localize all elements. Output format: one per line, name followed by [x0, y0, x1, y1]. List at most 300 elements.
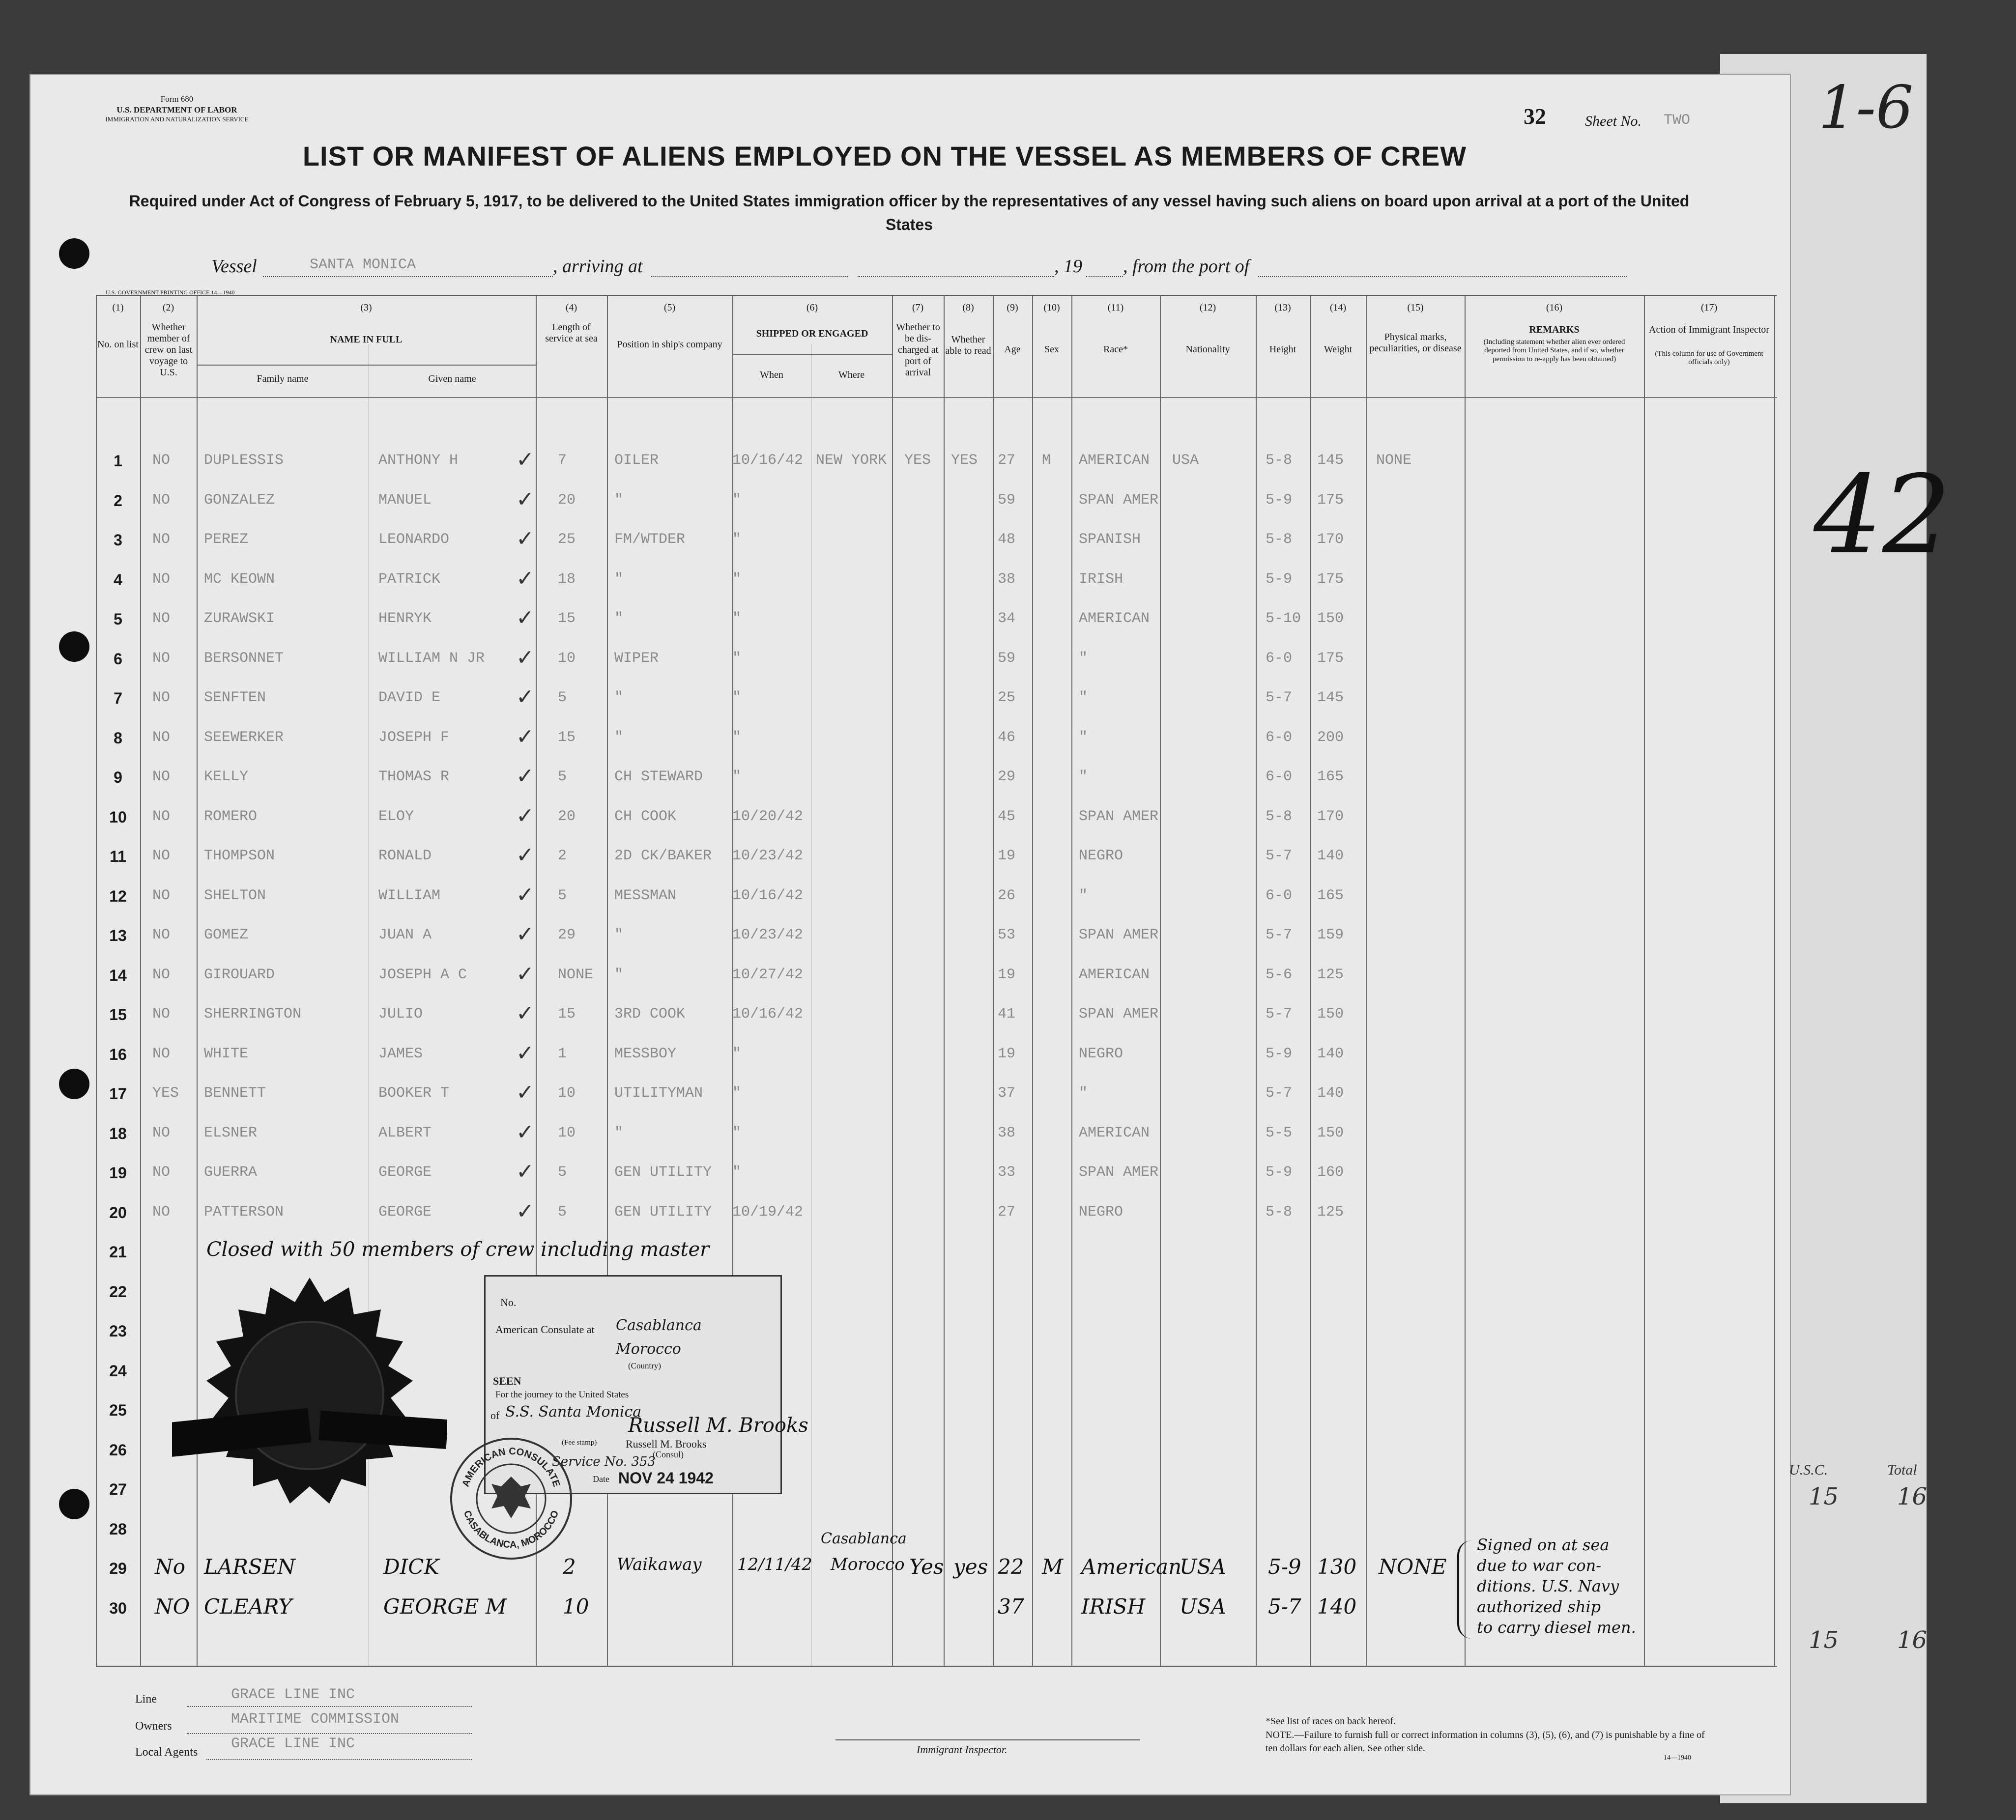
- hw-cell-sex: M: [1042, 1555, 1064, 1579]
- cell-service: 5: [558, 768, 567, 785]
- row-number: 12: [109, 887, 127, 905]
- colnum-15: (15): [1407, 302, 1424, 313]
- cell-age: 46: [998, 729, 1016, 746]
- tally-row1a: 15: [1809, 1483, 1839, 1510]
- check-icon: ✓: [516, 843, 534, 867]
- check-icon: ✓: [516, 764, 534, 788]
- colhead-name: NAME IN FULL: [330, 334, 403, 345]
- hw-cell-weight: 140: [1317, 1594, 1357, 1619]
- cell-given: THOMAS R: [378, 768, 450, 785]
- colhead-service: Length of service at sea: [545, 322, 598, 344]
- row-number: 9: [114, 768, 122, 786]
- cell-when: ": [732, 1085, 742, 1102]
- cell-when: ": [732, 491, 742, 509]
- colnum-8: (8): [962, 302, 974, 313]
- check-icon: ✓: [516, 685, 534, 709]
- inspector-label: Immigrant Inspector.: [917, 1743, 1008, 1756]
- check-icon: ✓: [516, 922, 534, 946]
- cell-family: GIROUARD: [204, 966, 275, 983]
- colhead-remarks: REMARKS: [1529, 324, 1580, 335]
- stamp-no-label: No.: [500, 1296, 517, 1308]
- footer-owners-label: Owners: [135, 1720, 172, 1733]
- cell-service: 5: [558, 689, 567, 706]
- cell-position: FM/WTDER: [614, 531, 686, 548]
- row-number: 18: [109, 1124, 127, 1142]
- cell-race: IRISH: [1079, 570, 1123, 588]
- colhead-remarks-note: (Including statement whether alien ever ordered deported from United States, and if so, whether permission to re-apply has been obtained): [1483, 338, 1625, 363]
- colhead-shipped: SHIPPED OR ENGAGED: [756, 328, 868, 339]
- cell-height: 5-10: [1266, 610, 1301, 627]
- cell-family: SENFTEN: [204, 689, 266, 706]
- cell-prev: NO: [152, 848, 171, 864]
- row-number: 14: [109, 966, 127, 984]
- cell-race: SPAN AMER: [1079, 1164, 1159, 1181]
- colhead-list-no: No. on list: [97, 339, 139, 350]
- check-icon: ✓: [516, 566, 534, 591]
- cell-position: 3RD COOK: [614, 1006, 686, 1023]
- cell-when: 10/16/42: [732, 887, 804, 904]
- department: U.S. DEPARTMENT OF LABOR: [116, 105, 237, 114]
- cell-weight: 170: [1317, 808, 1344, 825]
- cell-family: SHELTON: [204, 887, 266, 904]
- year-label: , 19: [1054, 256, 1082, 277]
- cell-age: 45: [998, 808, 1016, 825]
- cell-prev: YES: [152, 1085, 179, 1102]
- cell-family: PEREZ: [204, 531, 249, 548]
- port-underline: [1258, 276, 1627, 277]
- seal-bottom-text: CASABLANCA, MOROCCO: [461, 1509, 561, 1551]
- check-icon: ✓: [516, 724, 534, 749]
- row-number: 10: [109, 808, 127, 826]
- cell-family: PATTERSON: [204, 1203, 284, 1221]
- cell-service: 10: [558, 1124, 576, 1141]
- cell-service: 2: [558, 848, 567, 864]
- col-divider: [1774, 295, 1775, 1666]
- cell-sex: M: [1042, 452, 1051, 469]
- cell-service: 1: [558, 1045, 567, 1062]
- cell-family: SHERRINGTON: [204, 1006, 302, 1023]
- cell-when: 10/20/42: [732, 808, 804, 825]
- colhead-position: Position in ship's company: [617, 339, 722, 350]
- cell-when: ": [732, 531, 742, 548]
- cell-prev: NO: [152, 491, 171, 509]
- cell-given: DAVID E: [378, 689, 441, 706]
- cell-prev: NO: [152, 1164, 171, 1181]
- colhead-action-note: (This column for use of Government officials only): [1655, 350, 1763, 367]
- cell-race: ": [1079, 650, 1088, 667]
- cell-family: THOMPSON: [204, 848, 275, 864]
- stamp-country: Morocco: [616, 1340, 681, 1358]
- cell-weight: 125: [1317, 1203, 1344, 1221]
- cell-age: 59: [998, 491, 1016, 509]
- cell-height: 5-9: [1266, 491, 1293, 509]
- binder-hole: [59, 631, 89, 662]
- row-number: 27: [109, 1480, 127, 1498]
- seal-top-text: AMERICAN CONSULATE: [460, 1446, 562, 1488]
- cell-height: 5-7: [1266, 689, 1293, 706]
- check-icon: ✓: [516, 1120, 534, 1144]
- row-number: 2: [114, 491, 122, 510]
- remark-line: authorized ship: [1477, 1597, 1601, 1616]
- footer-agents-label: Local Agents: [135, 1746, 198, 1759]
- check-icon: ✓: [516, 1081, 534, 1105]
- eagle-icon: [491, 1477, 531, 1518]
- hw-cell-read: yes: [953, 1555, 988, 1579]
- colnum-6: (6): [806, 302, 818, 313]
- cell-race: AMERICAN: [1079, 1124, 1150, 1141]
- row-number: 11: [110, 848, 126, 865]
- colnum-10: (10): [1043, 302, 1060, 313]
- cell-family: GUERRA: [204, 1164, 258, 1181]
- cell-given: PATRICK: [378, 570, 441, 588]
- cell-age: 25: [998, 689, 1016, 706]
- cell-service: NONE: [558, 966, 594, 983]
- colnum-13: (13): [1274, 302, 1291, 313]
- cell-height: 5-8: [1266, 808, 1293, 825]
- cell-prev: NO: [152, 689, 171, 706]
- hw-cell-nationality: USA: [1180, 1594, 1226, 1619]
- cell-age: 26: [998, 887, 1016, 904]
- cell-prev: NO: [152, 610, 171, 627]
- cell-position: MESSBOY: [614, 1045, 677, 1062]
- cell-position: ": [614, 570, 624, 588]
- cell-family: KELLY: [204, 768, 249, 785]
- cell-age: 34: [998, 610, 1016, 627]
- cell-when: ": [732, 689, 742, 706]
- cell-given: HENRYK: [378, 610, 432, 627]
- remarks-bracket: [1457, 1540, 1474, 1639]
- hw-cell-height: 5-9: [1268, 1555, 1301, 1579]
- footer-owners-rule: [187, 1733, 472, 1734]
- hw-cell-position: Waikaway: [617, 1555, 702, 1574]
- header-bottom-border: [96, 397, 1777, 398]
- cell-height: 5-6: [1266, 966, 1293, 983]
- col-divider: [944, 295, 945, 1666]
- cell-given: JOSEPH F: [378, 729, 450, 746]
- row-number: 8: [114, 729, 122, 747]
- check-icon: ✓: [516, 882, 534, 907]
- vessel-underline: [263, 276, 553, 277]
- cell-race: SPAN AMER: [1079, 491, 1159, 509]
- cell-when: 10/16/42: [732, 452, 804, 469]
- tally-row1b: 16: [1897, 1483, 1928, 1510]
- cell-given: ELOY: [378, 808, 414, 825]
- cell-weight: 150: [1317, 610, 1344, 627]
- cell-prev: NO: [152, 729, 171, 746]
- cell-race: AMERICAN: [1079, 452, 1150, 469]
- cell-position: CH COOK: [614, 808, 677, 825]
- cell-age: 19: [998, 1045, 1016, 1062]
- cell-race: SPAN AMER: [1079, 1006, 1159, 1023]
- stamp-date: NOV 24 1942: [618, 1469, 714, 1487]
- row-number: 13: [109, 927, 127, 944]
- cell-service: 15: [558, 610, 576, 627]
- cell-race: ": [1079, 887, 1088, 904]
- row-number: 29: [109, 1560, 127, 1577]
- colhead-prev-voyage: Whether member of crew on last voyage to U.S.: [144, 322, 193, 378]
- cell-weight: 145: [1317, 689, 1344, 706]
- colhead-given: Given name: [428, 373, 476, 384]
- colnum-9: (9): [1007, 302, 1018, 313]
- stamp-journey: For the journey to the United States: [495, 1390, 629, 1400]
- cell-when: ": [732, 1164, 742, 1181]
- cell-family: ZURAWSKI: [204, 610, 275, 627]
- cell-prev: NO: [152, 1006, 171, 1023]
- hw-cell-marks: NONE: [1379, 1555, 1447, 1579]
- row-number: 16: [109, 1045, 127, 1063]
- footer-line-value: GRACE LINE INC: [231, 1686, 355, 1703]
- check-icon: ✓: [516, 1160, 534, 1184]
- row-number: 24: [109, 1362, 127, 1380]
- colnum-17: (17): [1700, 302, 1718, 313]
- row-number: 22: [109, 1282, 127, 1301]
- vessel-name: SANTA MONICA: [310, 256, 416, 273]
- binder-hole: [59, 238, 89, 269]
- cell-weight: 160: [1317, 1164, 1344, 1181]
- cell-height: 5-8: [1266, 531, 1293, 548]
- stamp-consulate-label: American Consulate at: [495, 1323, 595, 1336]
- vessel-label: Vessel: [211, 256, 257, 277]
- cell-marks: NONE: [1376, 452, 1412, 469]
- cell-age: 27: [998, 452, 1016, 469]
- cell-service: 15: [558, 1006, 576, 1023]
- cell-given: BOOKER T: [378, 1085, 450, 1102]
- cell-race: ": [1079, 1085, 1088, 1102]
- cell-read: YES: [951, 452, 978, 469]
- cell-race: AMERICAN: [1079, 966, 1150, 983]
- cell-position: ": [614, 927, 624, 943]
- stamp-consul-title: (Consul): [653, 1450, 684, 1459]
- colnum-7: (7): [912, 302, 924, 313]
- hw-cell-where-above: Casablanca: [821, 1530, 907, 1547]
- table-top-border: [96, 295, 1777, 296]
- cell-race: ": [1079, 729, 1088, 746]
- stamp-fee-label: (Fee stamp): [562, 1439, 597, 1447]
- cell-position: ": [614, 610, 624, 627]
- cell-position: ": [614, 689, 624, 706]
- stamp-ship: S.S. Santa Monica: [505, 1403, 642, 1421]
- check-icon: ✓: [516, 527, 534, 551]
- binder-hole: [59, 1489, 89, 1519]
- col-divider: [1644, 295, 1645, 1666]
- cell-when: 10/23/42: [732, 848, 804, 864]
- hw-cell-height: 5-7: [1268, 1594, 1301, 1619]
- hw-cell-age: 37: [998, 1594, 1024, 1619]
- cell-prev: NO: [152, 570, 171, 588]
- row-number: 5: [114, 610, 122, 628]
- cell-when: ": [732, 1124, 742, 1141]
- cell-given: JOSEPH A C: [378, 966, 467, 983]
- cell-nationality: USA: [1172, 452, 1199, 469]
- cell-weight: 159: [1317, 927, 1344, 943]
- col-divider: [1071, 295, 1072, 1666]
- colnum-1: (1): [112, 302, 124, 313]
- shipped-subheader-rule: [732, 354, 892, 355]
- row-number: 7: [114, 689, 122, 707]
- cell-position: GEN UTILITY: [614, 1203, 712, 1221]
- check-icon: ✓: [516, 448, 534, 472]
- row-number: 25: [109, 1401, 127, 1419]
- colhead-nationality: Nationality: [1185, 344, 1230, 355]
- hw-cell-race: American: [1081, 1555, 1182, 1579]
- cell-family: MC KEOWN: [204, 570, 275, 588]
- cell-race: NEGRO: [1079, 1045, 1123, 1062]
- cell-age: 38: [998, 1124, 1016, 1141]
- cell-service: 5: [558, 1203, 567, 1221]
- cell-race: SPANISH: [1079, 531, 1141, 548]
- cell-height: 6-0: [1266, 729, 1293, 746]
- binder-hole: [59, 1069, 89, 1099]
- hw-cell-family: CLEARY: [204, 1594, 292, 1619]
- cell-service: 20: [558, 491, 576, 509]
- consulate-seal: [447, 1435, 575, 1563]
- cell-service: 5: [558, 1164, 567, 1181]
- cell-prev: NO: [152, 887, 171, 904]
- check-icon: ✓: [516, 803, 534, 828]
- row-number: 20: [109, 1203, 127, 1222]
- cell-age: 41: [998, 1006, 1016, 1023]
- cell-weight: 140: [1317, 1085, 1344, 1102]
- row-number: 4: [114, 570, 122, 589]
- cell-weight: 165: [1317, 887, 1344, 904]
- cell-when: 10/27/42: [732, 966, 804, 983]
- cell-weight: 125: [1317, 966, 1344, 983]
- cell-weight: 175: [1317, 491, 1344, 509]
- colnum-12: (12): [1199, 302, 1216, 313]
- row-number: 17: [109, 1085, 127, 1103]
- cell-when: ": [732, 768, 742, 785]
- form-number: Form 680: [160, 94, 194, 104]
- cell-height: 5-9: [1266, 1045, 1293, 1062]
- colnum-2: (2): [162, 302, 174, 313]
- col-divider: [1366, 295, 1367, 1666]
- cell-prev: NO: [152, 650, 171, 667]
- cell-height: 5-5: [1266, 1124, 1293, 1141]
- hw-cell-service: 2: [563, 1555, 576, 1579]
- row-number: 1: [114, 452, 122, 470]
- cell-prev: NO: [152, 1203, 171, 1221]
- stamp-seen: SEEN: [493, 1375, 521, 1387]
- cell-family: GONZALEZ: [204, 491, 275, 509]
- tally-col1: U.S.C.: [1789, 1462, 1828, 1478]
- tally-row2b: 16: [1897, 1626, 1928, 1654]
- date-underline: [858, 276, 1054, 277]
- check-icon: ✓: [516, 962, 534, 986]
- cell-height: 5-7: [1266, 927, 1293, 943]
- port-label: , from the port of: [1123, 256, 1250, 277]
- cell-prev: NO: [152, 531, 171, 548]
- check-icon: ✓: [516, 487, 534, 512]
- cell-family: SEEWERKER: [204, 729, 284, 746]
- cell-given: ANTHONY H: [378, 452, 459, 469]
- inspector-rule: [835, 1739, 1140, 1740]
- cell-race: AMERICAN: [1079, 610, 1150, 627]
- print-code: 14—1940: [1664, 1754, 1691, 1762]
- colhead-when: When: [760, 370, 783, 380]
- stamp-of-label: of: [490, 1409, 500, 1422]
- name-subheader-rule: [197, 365, 536, 366]
- stamp-country-label: (Country): [628, 1361, 662, 1370]
- cell-prev: NO: [152, 808, 171, 825]
- col-divider: [1465, 295, 1466, 1666]
- cell-given: WILLIAM N JR: [378, 650, 485, 667]
- cell-given: JAMES: [378, 1045, 423, 1062]
- cell-family: DUPLESSIS: [204, 452, 284, 469]
- colhead-action: Action of Immigrant Inspector: [1649, 324, 1769, 335]
- margin-number: 42: [1814, 452, 1951, 578]
- colhead-discharged: Whether to be dis-charged at port of arrival: [896, 322, 940, 378]
- colhead-family: Family name: [257, 373, 309, 384]
- footer-line-rule: [187, 1706, 472, 1707]
- cell-service: 10: [558, 1085, 576, 1102]
- cell-prev: NO: [152, 1124, 171, 1141]
- margin-mark: 1-6: [1818, 74, 1914, 142]
- cell-given: ALBERT: [378, 1124, 432, 1141]
- cell-when: ": [732, 650, 742, 667]
- row-number: 15: [109, 1006, 127, 1024]
- stamp-signature: Russell M. Brooks: [628, 1414, 808, 1437]
- row-number: 21: [109, 1243, 127, 1261]
- page-subtitle: Required under Act of Congress of February 5, 1917, to be delivered to the United States immigration officer by the representatives of any vessel having such aliens on board upon arrival at a port of the United States: [129, 192, 1690, 233]
- cell-where: NEW YORK: [816, 452, 887, 469]
- cell-weight: 150: [1317, 1124, 1344, 1141]
- hw-cell-prev: No: [155, 1555, 186, 1579]
- cell-height: 5-8: [1266, 452, 1293, 469]
- cell-age: 19: [998, 966, 1016, 983]
- note-text: NOTE.—Failure to furnish full or correct information in columns (3), (5), (6), and (7) is punishable by a fine of ten dollars for each alien. See other side.: [1266, 1730, 1705, 1754]
- cell-position: ": [614, 1124, 624, 1141]
- colhead-read: Whether able to read: [945, 334, 991, 356]
- cell-position: ": [614, 491, 624, 509]
- cell-service: 5: [558, 887, 567, 904]
- cell-race: ": [1079, 689, 1088, 706]
- check-icon: ✓: [516, 1041, 534, 1065]
- cell-given: MANUEL: [378, 491, 432, 509]
- cell-weight: 140: [1317, 848, 1344, 864]
- cell-position: ": [614, 729, 624, 746]
- cell-when: ": [732, 1045, 742, 1062]
- cell-family: GOMEZ: [204, 927, 249, 943]
- colhead-weight: Weight: [1324, 344, 1353, 355]
- hw-cell-given: GEORGE M: [383, 1594, 507, 1619]
- cell-height: 5-9: [1266, 1164, 1293, 1181]
- cell-when: 10/16/42: [732, 1006, 804, 1023]
- col-divider: [993, 295, 994, 1666]
- cell-weight: 150: [1317, 1006, 1344, 1023]
- cell-age: 48: [998, 531, 1016, 548]
- cell-age: 27: [998, 1203, 1016, 1221]
- stamp-date-label: Date: [593, 1474, 609, 1484]
- cell-race: SPAN AMER: [1079, 927, 1159, 943]
- cell-when: ": [732, 729, 742, 746]
- row-number: 30: [109, 1599, 127, 1617]
- cell-position: MESSMAN: [614, 887, 677, 904]
- hw-cell-age: 22: [998, 1555, 1024, 1579]
- check-icon: ✓: [516, 1199, 534, 1223]
- cell-service: 25: [558, 531, 576, 548]
- cell-race: SPAN AMER: [1079, 808, 1159, 825]
- colnum-16: (16): [1546, 302, 1563, 313]
- col-divider: [1032, 295, 1033, 1666]
- cell-service: 15: [558, 729, 576, 746]
- cell-height: 5-7: [1266, 1006, 1293, 1023]
- cell-given: WILLIAM: [378, 887, 441, 904]
- cell-weight: 170: [1317, 531, 1344, 548]
- cell-family: ELSNER: [204, 1124, 258, 1141]
- tally-row2a: 15: [1809, 1626, 1839, 1654]
- remark-line: Signed on at sea: [1477, 1536, 1610, 1554]
- cell-age: 38: [998, 570, 1016, 588]
